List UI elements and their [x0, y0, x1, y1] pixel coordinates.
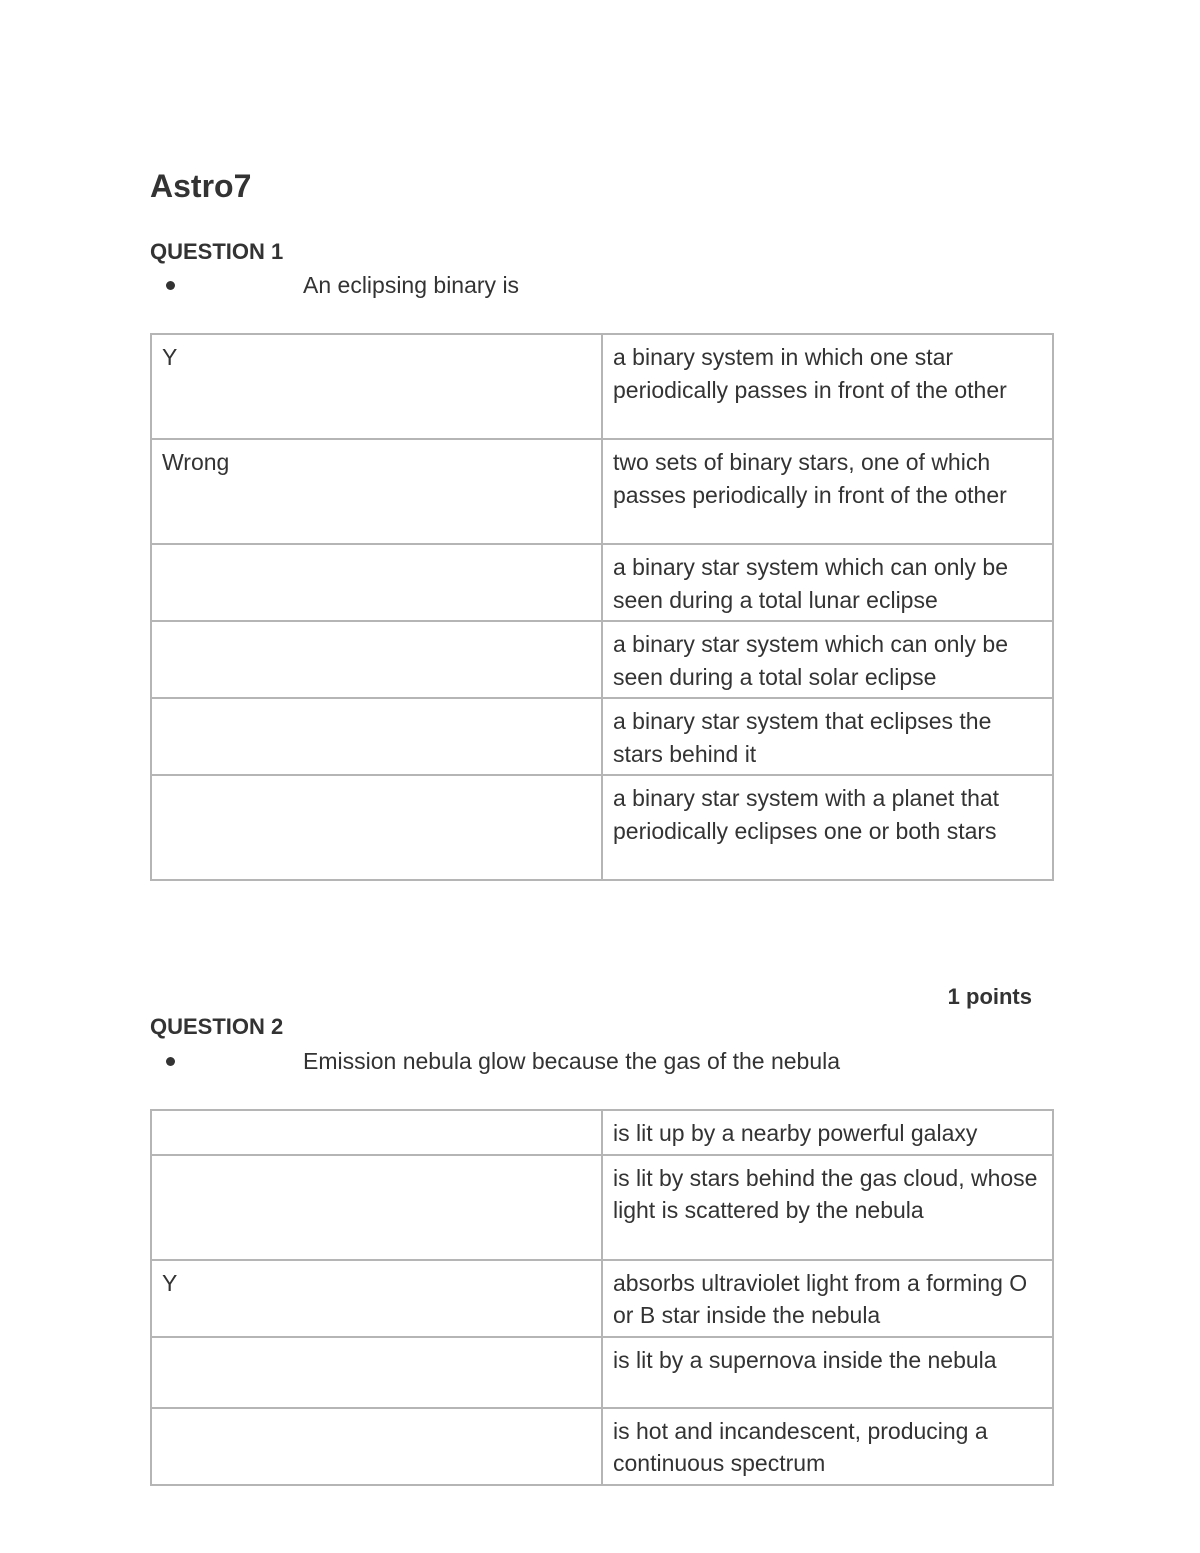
answer-mark [151, 698, 602, 775]
question-2-points: 1 points [947, 984, 1032, 1009]
answer-mark: Y [151, 1260, 602, 1337]
answer-text: a binary star system which can only be seen during a total solar eclipse [602, 621, 1053, 698]
question-2-answers-table [150, 1109, 1054, 1486]
bullet-icon [166, 1057, 175, 1066]
table-row [151, 1260, 1053, 1337]
table-row [151, 698, 1053, 775]
answer-mark [151, 621, 602, 698]
table-row [151, 1155, 1053, 1260]
question-2-prompt [166, 1046, 840, 1076]
answer-text: is lit by a supernova inside the nebula [602, 1337, 1053, 1408]
answer-text: a binary star system that eclipses the stars behind it [602, 698, 1053, 775]
answer-mark: Wrong [151, 439, 602, 544]
answer-mark [151, 1408, 602, 1485]
answer-text: a binary system in which one star periodically passes in front of the other [602, 334, 1053, 439]
question-1-answers-table [150, 333, 1054, 881]
answer-text: is lit up by a nearby powerful galaxy [602, 1110, 1053, 1155]
answer-text: is hot and incandescent, producing a continuous spectrum [602, 1408, 1053, 1485]
table-row [151, 1408, 1053, 1485]
document-title: Astro7 [150, 168, 252, 204]
answer-mark [151, 1110, 602, 1155]
answer-text: is lit by stars behind the gas cloud, whose light is scattered by the nebula [602, 1155, 1053, 1260]
answer-mark [151, 544, 602, 621]
question-1-heading: QUESTION 1 [150, 239, 284, 264]
bullet-icon [166, 281, 175, 290]
answer-text: absorbs ultraviolet light from a forming O or B star inside the nebula [602, 1260, 1053, 1337]
answer-text: a binary star system with a planet that periodically eclipses one or both stars [602, 775, 1053, 880]
answer-mark: Y [151, 334, 602, 439]
answer-mark [151, 1337, 602, 1408]
question-1-prompt-text: An eclipsing binary is [303, 272, 520, 298]
table-row [151, 775, 1053, 880]
table-row [151, 1110, 1053, 1155]
answer-mark [151, 1155, 602, 1260]
table-row [151, 1337, 1053, 1408]
question-1-prompt [166, 270, 519, 300]
question-2-prompt-text: Emission nebula glow because the gas of the nebula [303, 1048, 841, 1074]
table-row [151, 439, 1053, 544]
table-row [151, 334, 1053, 439]
question-2-heading: QUESTION 2 [150, 1014, 284, 1039]
table-row [151, 544, 1053, 621]
answer-text: two sets of binary stars, one of which passes periodically in front of the other [602, 439, 1053, 544]
answer-mark [151, 775, 602, 880]
table-row [151, 621, 1053, 698]
answer-text: a binary star system which can only be seen during a total lunar eclipse [602, 544, 1053, 621]
